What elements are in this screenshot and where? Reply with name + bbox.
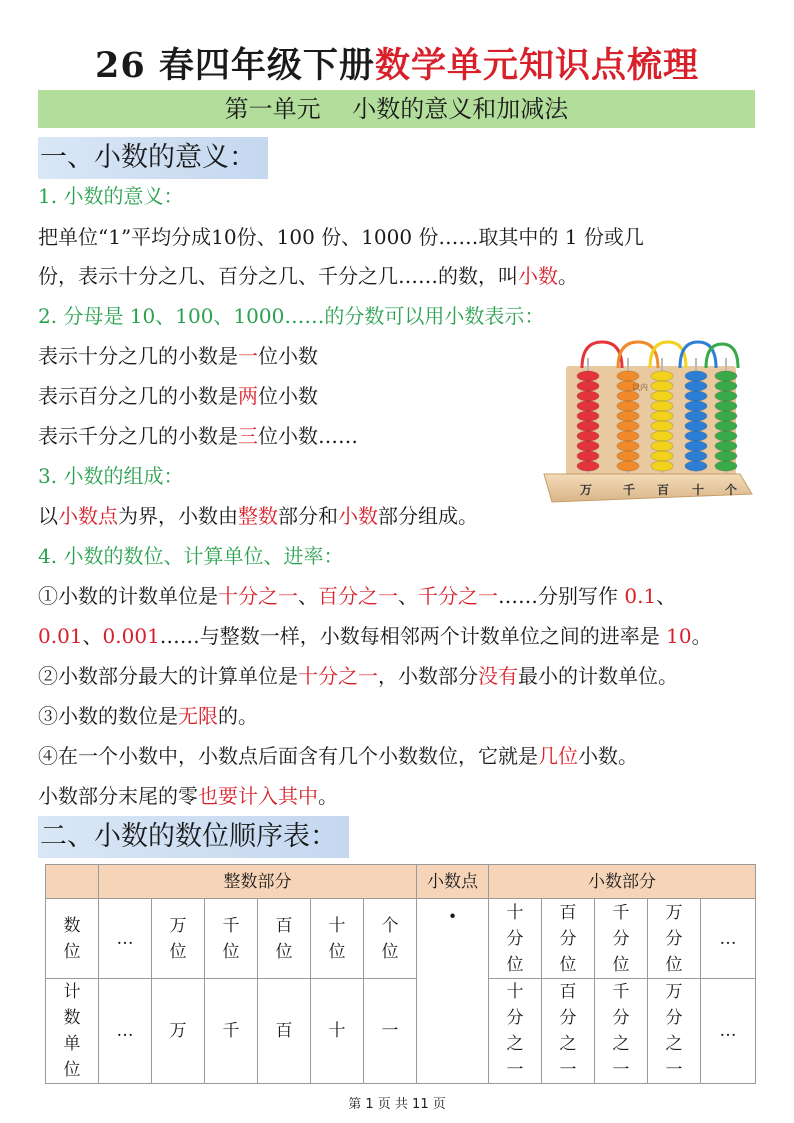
abacus-bead xyxy=(577,451,599,461)
abacus-bead xyxy=(685,371,707,381)
definition-line-1: 把单位“1”平均分成10份、100 份、1000 份……取其中的 1 份或几 xyxy=(38,225,644,249)
int-unit-cell: 万 xyxy=(152,979,205,1084)
dec-place-cell: 十分位 xyxy=(489,899,542,979)
abacus-bead xyxy=(715,391,737,401)
point-1-line-1: ①小数的计数单位是十分之一、百分之一、千分之一……分别写作 0.1、 xyxy=(38,584,677,608)
abacus-label-shi: 十 xyxy=(692,483,705,497)
abacus-bead xyxy=(617,431,639,441)
abacus-label-wan: 万 xyxy=(580,483,593,497)
int-place-cell: 万位 xyxy=(152,899,205,979)
int-unit-cell: 一 xyxy=(364,979,417,1084)
abacus-bead xyxy=(651,391,673,401)
abacus-image xyxy=(540,338,755,504)
dec-place-cell: 百分位 xyxy=(542,899,595,979)
tenths-line: 表示十分之几的小数是一位小数 xyxy=(38,344,318,368)
dec-place-cell: 万分位 xyxy=(648,899,701,979)
abacus-bead xyxy=(685,461,707,471)
int-unit-cell: 百 xyxy=(258,979,311,1084)
abacus-bead xyxy=(685,411,707,421)
abacus-bead xyxy=(617,441,639,451)
corner-cell xyxy=(46,865,99,899)
subheading-2: 2. 分母是 10、100、1000……的分数可以用小数表示： xyxy=(38,304,545,328)
definition-line-2: 份，表示十分之几、百分之几、千分之几……的数，叫小数。 xyxy=(38,264,578,288)
abacus-bead xyxy=(651,401,673,411)
abacus-bead xyxy=(685,421,707,431)
decimal-part-header: 小数部分 xyxy=(489,865,756,899)
dec-place-cell: … xyxy=(701,899,756,979)
abacus-bead xyxy=(617,421,639,431)
decimal-point-cell: · xyxy=(417,899,489,1084)
abacus-bead xyxy=(577,381,599,391)
thousandths-line: 表示千分之几的小数是三位小数…… xyxy=(38,424,358,448)
abacus-bead xyxy=(617,451,639,461)
abacus-bead xyxy=(715,441,737,451)
page-title: 26 春四年级下册数学单元知识点梳理 xyxy=(95,45,699,86)
int-unit-cell: 十 xyxy=(311,979,364,1084)
abacus-bead xyxy=(685,441,707,451)
integer-part-header: 整数部分 xyxy=(99,865,417,899)
abacus-bead xyxy=(651,371,673,381)
abacus-bead xyxy=(651,421,673,431)
abacus-bead xyxy=(715,431,737,441)
abacus-bead xyxy=(617,371,639,381)
abacus-bead xyxy=(577,411,599,421)
dec-unit-cell: 十分之一 xyxy=(489,979,542,1084)
dec-unit-cell: … xyxy=(701,979,756,1084)
abacus-bead xyxy=(617,401,639,411)
point-2-line: ②小数部分最大的计算单位是十分之一，小数部分没有最小的计数单位。 xyxy=(38,664,678,688)
abacus-bead xyxy=(651,461,673,471)
abacus-bead xyxy=(577,461,599,471)
subheading-3: 3. 小数的组成： xyxy=(38,464,184,488)
abacus-bead xyxy=(651,411,673,421)
abacus-label-qian: 千 xyxy=(623,483,636,497)
abacus-bead xyxy=(617,411,639,421)
abacus-bead xyxy=(715,371,737,381)
row-label-unit: 计数单位 xyxy=(46,979,99,1084)
abacus-bead xyxy=(577,421,599,431)
abacus-bead xyxy=(651,381,673,391)
abacus-bead xyxy=(685,451,707,461)
int-place-cell: 千位 xyxy=(205,899,258,979)
subheading-4: 4. 小数的数位、计算单位、进率： xyxy=(38,544,344,568)
unit-title-bar: 第一单元 小数的意义和加减法 xyxy=(38,90,755,128)
abacus-bead xyxy=(651,441,673,451)
subheading-1: 1. 小数的意义： xyxy=(38,184,184,208)
row-label-place: 数位 xyxy=(46,899,99,979)
abacus-bead xyxy=(651,451,673,461)
abacus-bead xyxy=(715,381,737,391)
abacus-bead xyxy=(617,461,639,471)
abacus-bead xyxy=(715,451,737,461)
abacus-bead xyxy=(715,421,737,431)
int-place-cell: … xyxy=(99,899,152,979)
section-heading-2: 二、小数的数位顺序表： xyxy=(38,816,349,858)
dec-unit-cell: 千分之一 xyxy=(595,979,648,1084)
point-3-line: ③小数的数位是无限的。 xyxy=(38,704,258,728)
abacus-bead xyxy=(651,431,673,441)
int-unit-cell: 千 xyxy=(205,979,258,1084)
dec-place-cell: 千分位 xyxy=(595,899,648,979)
dec-unit-cell: 百分之一 xyxy=(542,979,595,1084)
abacus-bead xyxy=(577,371,599,381)
int-place-cell: 个位 xyxy=(364,899,417,979)
int-place-cell: 百位 xyxy=(258,899,311,979)
abacus-bead xyxy=(715,411,737,421)
page-footer: 第 1 页 共 11 页 xyxy=(348,1097,446,1112)
point-4-line: ④在一个小数中，小数点后面含有几个小数数位，它就是几位小数。 xyxy=(38,744,638,768)
dec-unit-cell: 万分之一 xyxy=(648,979,701,1084)
abacus-label-bai: 百 xyxy=(657,483,670,497)
hundredths-line: 表示百分之几的小数是两位小数 xyxy=(38,384,318,408)
abacus-bead xyxy=(685,381,707,391)
abacus-plate-text: 以内 xyxy=(632,383,648,392)
abacus-bead xyxy=(685,431,707,441)
decimal-point-header: 小数点 xyxy=(417,865,489,899)
abacus-bead xyxy=(685,391,707,401)
section-heading-1: 一、小数的意义： xyxy=(38,137,268,179)
abacus-bead xyxy=(685,401,707,411)
abacus-bead xyxy=(577,431,599,441)
abacus-label-ge: 个 xyxy=(725,483,738,497)
place-value-table xyxy=(45,864,756,1084)
int-place-cell: 十位 xyxy=(311,899,364,979)
abacus-bead xyxy=(577,391,599,401)
int-unit-cell: … xyxy=(99,979,152,1084)
abacus-bead xyxy=(715,461,737,471)
abacus-bead xyxy=(617,391,639,401)
abacus-bead xyxy=(715,401,737,411)
abacus-bead xyxy=(577,441,599,451)
composition-line: 以小数点为界，小数由整数部分和小数部分组成。 xyxy=(38,504,478,528)
trailing-zero-line: 小数部分末尾的零也要计入其中。 xyxy=(38,784,338,808)
abacus-bead xyxy=(577,401,599,411)
point-1-line-2: 0.01、0.001……与整数一样，小数每相邻两个计数单位之间的进率是 10。 xyxy=(38,624,712,648)
